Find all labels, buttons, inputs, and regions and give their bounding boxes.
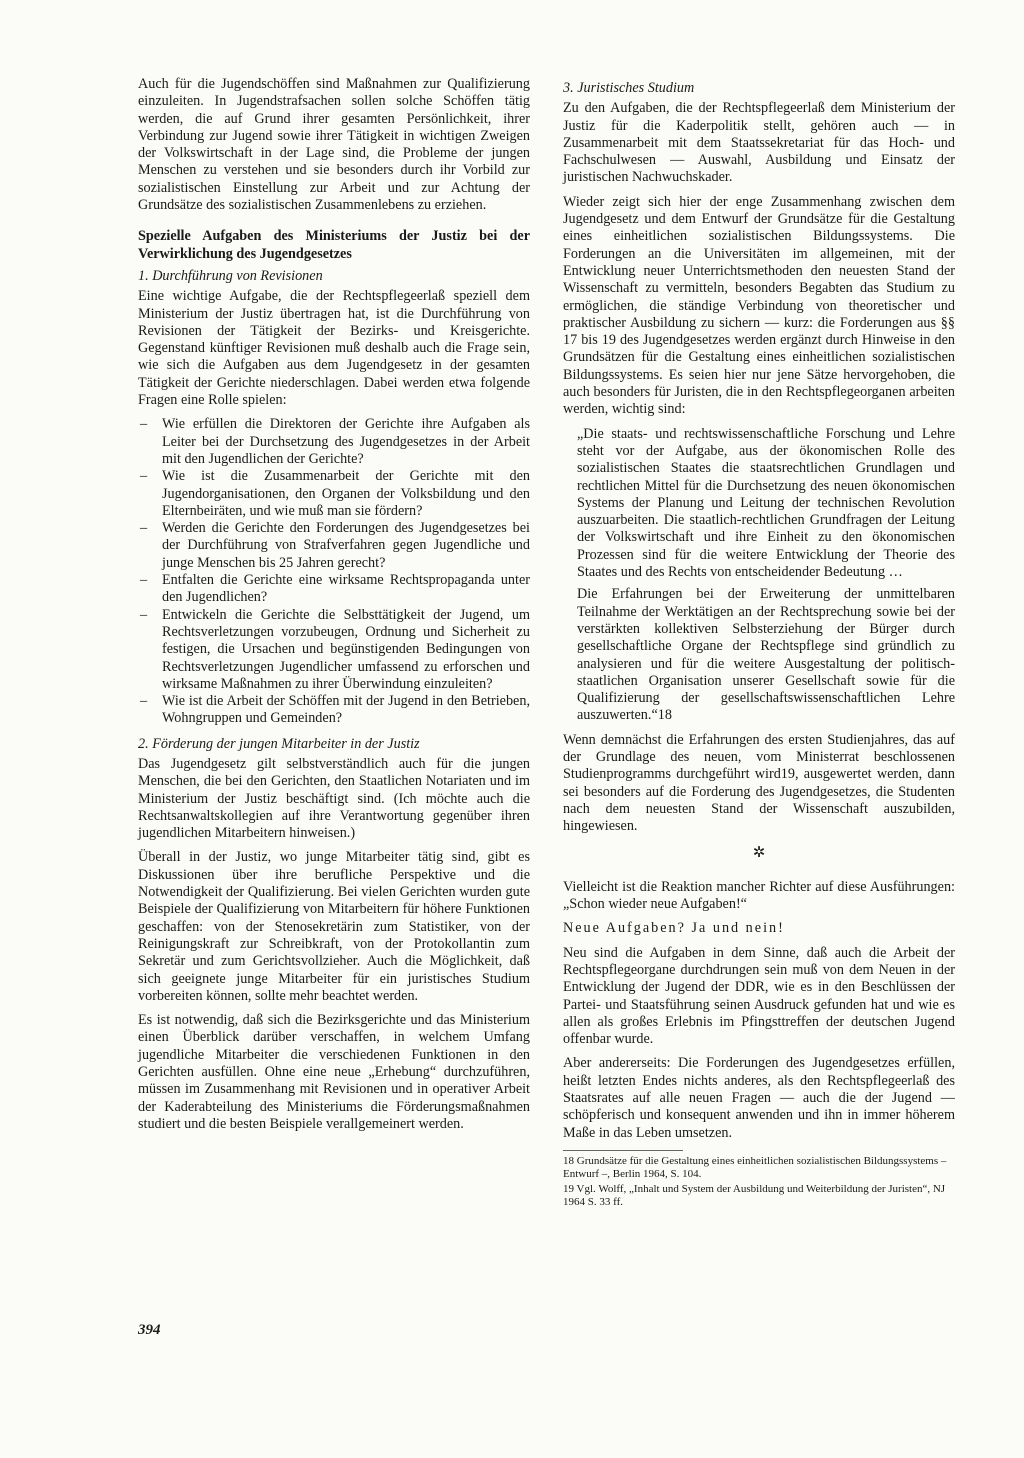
section-separator: ✲ — [752, 845, 766, 862]
right-column — [563, 76, 955, 1211]
question-item: – Wie ist die Arbeit der Schöffen mit der Jugend in den Betrieben, Wohngruppen und Gemeinden? — [138, 693, 530, 728]
question-item: – Wie erfüllen die Direktoren der Gerichte ihre Aufgaben als Leiter bei der Durchsetzung des Jugendgesetzes in der Arbeit mit den Jugendlichen der Gerichte? — [138, 416, 530, 468]
footnote-19: 19 Vgl. Wolff, „Inhalt und System der Ausbildung und Weiterbildung der Juristen“, NJ 1964 S. 33 ff. — [563, 1182, 946, 1208]
studies-paragraph-2: Wieder zeigt sich hier der enge Zusammenhang zwischen dem Jugendgesetz und dem Entwurf der Grundsätze für die Gestaltung eines einheitlichen sozialistischen Bildungssystems. Die Forderungen an die Universitäten im allgemeinen, mit der Entwicklung neuer Unterrichtsmethoden den neuesten Stand der Wissenschaft zu vermitteln, besonders Begabten das Studium zu ermöglichen, die ständige Verbindung von theoretischer und praktischer Ausbildung zu sichern — kurz: die Forderungen aus §§ 17 bis 19 des Jugendgesetzes werden ergänzt durch Hinweise in den Grundsätzen für die Gestaltung eines einheitlichen sozialistischen Bildungssystems. Es seien hier nur jene Sätze hervorgehoben, die auch besonders für Juristen, die in den Rechtspflegeorganen arbeiten werden, wichtig sind: — [563, 193, 955, 418]
studies-paragraph-1: Zu den Aufgaben, die der Rechtspflegeerlaß dem Ministerium der Justiz für die Kaderpolitik stellt, gehören auch — in Zusammenarbeit mit dem Staatssekretariat für das Hoch- und Fachschulwesen — Auswahl, Ausbildung und Einsatz der juristischen Nachwuchskader. — [563, 100, 955, 186]
question-item: – Entfalten die Gerichte eine wirksame Rechtspropaganda unter den Jugendlichen? — [138, 572, 530, 607]
closing-paragraph-3: Neu sind die Aufgaben in dem Sinne, daß auch die Arbeit der Rechtspflegeorgane durchdrungen sein muß von dem Neuen in der Entwicklung der Jugend der DDR, wie es in den Beschlüssen der Partei- und Staatsführung seinen Ausdruck gefunden hat und wie es allen als großes Erlebnis im Pfingsttreffen der deutschen Jugend offenbar wurde. — [563, 944, 955, 1048]
subheading-legal-studies: 3. Juristisches Studium — [563, 80, 695, 96]
footnote-18: 18 Grundsätze für die Gestaltung eines einheitlichen sozialistischen Bildungssystems – Entwurf –, Berlin 1964, S. 104. — [563, 1154, 947, 1180]
block-quote — [563, 426, 955, 725]
question-item: – Wie ist die Zusammenarbeit der Gerichte mit den Jugendorganisationen, den Organen der Volksbildung und den Elternbeiräten, und wie muß man sie fördern? — [138, 468, 530, 520]
young-staff-paragraph-3: Es ist notwendig, daß sich die Bezirksgerichte und das Ministerium einen Überblick darüber verschaffen, in welchem Umfang jugendliche Mitarbeiter die verschiedenen Funktionen in den Gerichten ausfüllen. Ohne eine neue „Erhebung“ durchzuführen, müssen im Zusammenhang mit Revisionen und in operativer Arbeit der Kaderabteilung des Ministeriums die Förderungsmaßnahmen studiert und die besten Beispiele verallgemeinert werden. — [138, 1012, 530, 1132]
subheading-revisions: 1. Durchführung von Revisionen — [138, 267, 323, 284]
revisions-paragraph: Eine wichtige Aufgabe, die der Rechtspflegeerlaß speziell dem Ministerium der Justiz übertragen hat, ist die Durchführung von Revisionen der Tätigkeit der Bezirks- und Kreisgerichte. Gegenstand künftiger Revisionen muß deshalb auch die Frage sein, wie sich die Aufgaben aus dem Jugendgesetz in der gesamten Tätigkeit der Gerichte niederschlagen. Dabei werden etwa folgende Fragen eine Rolle spielen: — [138, 288, 530, 409]
studies-paragraph-3: Wenn demnächst die Erfahrungen des ersten Studienjahres, das auf der Grundlage des neuen, vom Ministerrat beschlossenen Studienprogramms durchgeführt wird19, ausgewertet werden, dann sei besonders auf die Forderung des Jugendgesetzes, die Studenten nach dem neuesten Stand der Wissenschaft auszubilden, hingewiesen. — [563, 731, 955, 835]
closing-paragraph-1: Vielleicht ist die Reaktion mancher Richter auf diese Ausführungen: „Schon wieder neue Aufgaben!“ — [563, 878, 955, 913]
question-item: – Entwickeln die Gerichte die Selbsttätigkeit der Jugend, um Rechtsverletzungen vorzubeugen, Ordnung und Sicherheit zu festigen, die Ursachen und begünstigenden Bedingungen von Rechtsverletzungen Jugendlicher umfassend zu erforschen und wirksame Maßnahmen zu ihrer Überwindung einzuleiten? — [138, 607, 530, 693]
subheading-young-staff: 2. Förderung der jungen Mitarbeiter in der Justiz — [138, 735, 420, 752]
question-item: – Werden die Gerichte den Forderungen des Jugendgesetzes bei der Durchführung von Strafverfahren gegen Jugendliche und junge Menschen bis 25 Jahren gerecht? — [138, 520, 530, 572]
quote-paragraph-2: Die Erfahrungen bei der Erweiterung der unmittelbaren Teilnahme der Werktätigen an der Rechtsprechung sowie bei der verstärkten kollektiven Selbsterziehung der Bürger durch gesellschaftliche Organe der Rechtspflege sind gründlich zu analysieren und für die weitere Ausgestaltung der politisch-staatlichen Organisation unserer Gesellschaft sowie für die Qualifizierung der gesellschaftswissenschaftlichen Lehre auszuwerten.“18 — [577, 586, 955, 724]
question-list — [138, 416, 530, 727]
closing-paragraph-2: Neue Aufgaben? Ja und nein! — [563, 920, 785, 937]
section-heading: Spezielle Aufgaben des Ministeriums der Justiz bei der Verwirklichung des Jugendgesetzes — [138, 228, 530, 262]
left-column — [138, 76, 530, 1140]
page-number: 394 — [138, 1322, 161, 1338]
young-staff-paragraph-1: Das Jugendgesetz gilt selbstverständlich auch für die jungen Menschen, die bei den Gerichten, den Staatlichen Notariaten und im Ministerium der Justiz beschäftigt sind. (Ich möchte auch die Rechtsanwaltskollegien auf ihre Verantwortung gegenüber ihren jugendlichen Mitarbeitern hinweisen.) — [138, 755, 530, 842]
intro-paragraph: Auch für die Jugendschöffen sind Maßnahmen zur Qualifizierung einzuleiten. In Jugendstrafsachen sollen solche Schöffen tätig werden, die auf Grund ihrer gesamten Persönlichkeit, ihrer Verbindung zur Jugend sowie ihrer Tätigkeit in wichtigen Zweigen der Volkswirtschaft in der Lage sind, die Probleme der jungen Menschen zu verstehen und sie besonders durch ihr Vorbild zur sozialistischen Einstellung zur Arbeit und zur Achtung der Grundsätze des sozialistischen Zusammenlebens zu erziehen. — [138, 76, 530, 214]
quote-paragraph-1: „Die staats- und rechtswissenschaftliche Forschung und Lehre steht vor der Aufgabe, aus der ökonomischen Rolle des sozialistischen Staates die staatsrechtlichen Grundlagen und rechtlichen Mittel für die Durchsetzung des neuen ökonomischen Systems der Planung und Leitung der technischen Revolution auszuarbeiten. Die staatlich-rechtlichen Grundfragen der Leitung der Volkswirtschaft und ihre Einheit zu den ökonomischen Prozessen sind für die weitere Entwicklung der Theorie des Staates und des Rechts von entscheidender Bedeutung … — [577, 425, 955, 581]
young-staff-paragraph-2: Überall in der Justiz, wo junge Mitarbeiter tätig sind, gibt es Diskussionen über ihre berufliche Perspektive und die Notwendigkeit der Qualifizierung. Bei vielen Gerichten wurden gute Beispiele der Qualifizierung von Mitarbeitern für höhere Funktionen geschaffen: von der Stenosekretärin zum Statistiker, von der Reinigungskraft zur Schreibkraft, von der Protokollantin zum Sekretär und zum Gerichtsvollzieher. Auch die Möglichkeit, daß sich geeignete junge Mitarbeiter für ein juristisches Studium vorbereiten können, sollte mehr beachtet werden. — [138, 849, 530, 1004]
closing-paragraph-4: Aber andererseits: Die Forderungen des Jugendgesetzes erfüllen, heißt letzten Endes nichts anderes, als den Rechtspflegeerlaß des Staatsrates auf alle neuen Fragen — auch die der Jugend — schöpferisch und konsequent anwenden und ihn in immer höherem Maße in das Leben umsetzen. — [563, 1055, 955, 1141]
